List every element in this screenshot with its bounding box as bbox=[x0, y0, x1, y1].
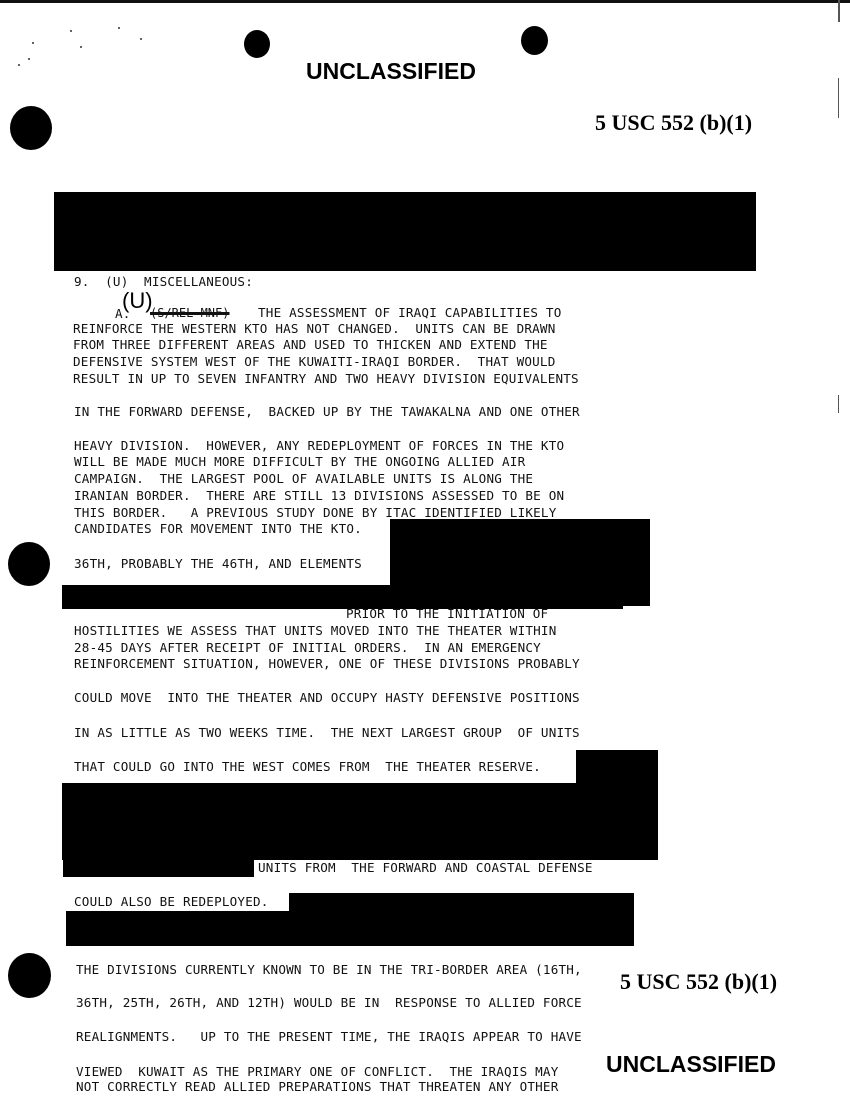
body-line: IN AS LITTLE AS TWO WEEKS TIME. THE NEXT LARGEST GROUP OF UNITS bbox=[74, 725, 580, 740]
body-line: THAT COULD GO INTO THE WEST COMES FROM THE THEATER RESERVE. bbox=[74, 759, 541, 774]
exemption-code-top: 5 USC 552 (b)(1) bbox=[595, 110, 753, 135]
section-heading: 9. (U) MISCELLANEOUS: bbox=[74, 274, 253, 289]
body-line: FROM THREE DIFFERENT AREAS AND USED TO THICKEN AND EXTEND THE bbox=[73, 337, 548, 352]
paragraph-label: A. bbox=[115, 306, 131, 321]
scan-speck bbox=[70, 30, 72, 32]
redaction-block bbox=[54, 192, 756, 271]
body-line: 36TH, PROBABLY THE 46TH, AND ELEMENTS bbox=[74, 556, 362, 571]
scan-speck bbox=[32, 42, 34, 44]
classification-header: UNCLASSIFIED bbox=[306, 58, 476, 84]
body-line: CANDIDATES FOR MOVEMENT INTO THE KTO. bbox=[74, 521, 362, 536]
classification-stamp: (U) bbox=[122, 288, 153, 313]
scan-speck bbox=[80, 46, 82, 48]
redaction-block bbox=[63, 858, 254, 877]
exemption-code-bottom: 5 USC 552 (b)(1) bbox=[620, 969, 778, 994]
body-line: DEFENSIVE SYSTEM WEST OF THE KUWAITI-IRAQI BORDER. THAT WOULD bbox=[73, 354, 556, 369]
punch-hole bbox=[521, 26, 548, 55]
redaction-block bbox=[62, 783, 658, 860]
body-line: COULD MOVE INTO THE THEATER AND OCCUPY HASTY DEFENSIVE POSITIONS bbox=[74, 690, 580, 705]
scan-speck bbox=[118, 27, 120, 29]
body-line: VIEWED KUWAIT AS THE PRIMARY ONE OF CONFLICT. THE IRAQIS MAY bbox=[76, 1064, 559, 1079]
punch-hole bbox=[10, 106, 52, 150]
body-line: WILL BE MADE MUCH MORE DIFFICULT BY THE ONGOING ALLIED AIR bbox=[74, 454, 526, 469]
body-line: COULD ALSO BE REDEPLOYED. bbox=[74, 894, 269, 909]
body-line: RESULT IN UP TO SEVEN INFANTRY AND TWO HEAVY DIVISION EQUIVALENTS bbox=[73, 371, 579, 386]
body-line: REALIGNMENTS. UP TO THE PRESENT TIME, THE IRAQIS APPEAR TO HAVE bbox=[76, 1029, 582, 1044]
body-line: NOT CORRECTLY READ ALLIED PREPARATIONS THAT THREATEN ANY OTHER bbox=[76, 1079, 559, 1094]
scan-speck bbox=[28, 58, 30, 60]
body-line: 28-45 DAYS AFTER RECEIPT OF INITIAL ORDERS. IN AN EMERGENCY bbox=[74, 640, 541, 655]
body-line: THIS BORDER. A PREVIOUS STUDY DONE BY ITAC IDENTIFIED LIKELY bbox=[74, 505, 557, 520]
body-line: IN THE FORWARD DEFENSE, BACKED UP BY THE TAWAKALNA AND ONE OTHER bbox=[74, 404, 580, 419]
scan-speck bbox=[18, 64, 20, 66]
right-edge-mark bbox=[838, 78, 839, 118]
body-line: IRANIAN BORDER. THERE ARE STILL 13 DIVISIONS ASSESSED TO BE ON bbox=[74, 488, 565, 503]
scan-speck bbox=[140, 38, 142, 40]
redaction-block bbox=[66, 911, 634, 946]
struck-classification: (S/REL MNF) bbox=[150, 306, 230, 320]
body-line: CAMPAIGN. THE LARGEST POOL OF AVAILABLE UNITS IS ALONG THE bbox=[74, 471, 534, 486]
body-line: THE DIVISIONS CURRENTLY KNOWN TO BE IN THE TRI-BORDER AREA (16TH, bbox=[76, 962, 582, 977]
punch-hole bbox=[8, 953, 51, 998]
body-line: 36TH, 25TH, 26TH, AND 12TH) WOULD BE IN RESPONSE TO ALLIED FORCE bbox=[76, 995, 582, 1010]
right-edge-mark bbox=[838, 0, 840, 22]
punch-hole bbox=[8, 542, 50, 586]
classification-footer: UNCLASSIFIED bbox=[606, 1051, 776, 1077]
body-line: HEAVY DIVISION. HOWEVER, ANY REDEPLOYMENT OF FORCES IN THE KTO bbox=[74, 438, 565, 453]
body-line: PRIOR TO THE INITIATION OF bbox=[346, 606, 549, 621]
body-line: UNITS FROM THE FORWARD AND COASTAL DEFENSE bbox=[258, 860, 593, 875]
body-line: THE ASSESSMENT OF IRAQI CAPABILITIES TO bbox=[258, 305, 562, 320]
body-line: HOSTILITIES WE ASSESS THAT UNITS MOVED INTO THE THEATER WITHIN bbox=[74, 623, 557, 638]
punch-hole bbox=[244, 30, 270, 58]
body-line: REINFORCE THE WESTERN KTO HAS NOT CHANGED. UNITS CAN BE DRAWN bbox=[73, 321, 556, 336]
right-edge-mark bbox=[838, 395, 839, 413]
top-border-line bbox=[0, 0, 850, 3]
body-line: REINFORCEMENT SITUATION, HOWEVER, ONE OF THESE DIVISIONS PROBABLY bbox=[74, 656, 580, 671]
